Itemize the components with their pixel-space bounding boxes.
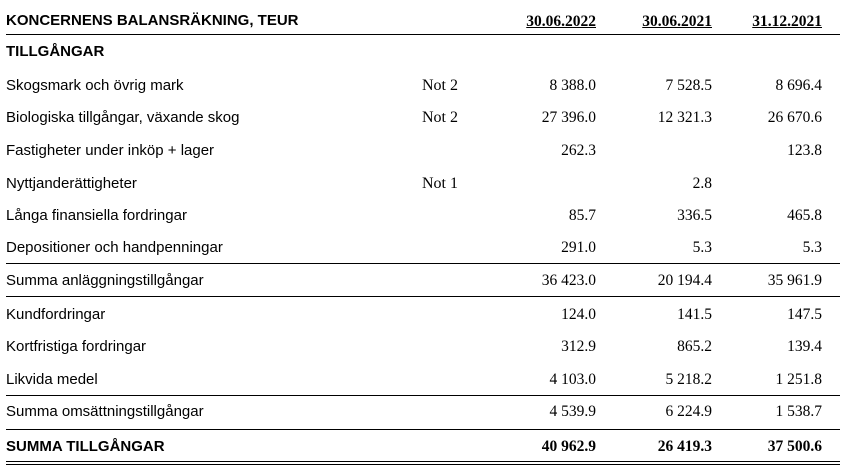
cell-value: 2.8 xyxy=(692,175,712,192)
date-header-3: 31.12.2021 xyxy=(752,13,822,30)
cell-value: 36 423.0 xyxy=(541,272,596,289)
row-label: Kundfordringar xyxy=(6,306,106,323)
cell-value: 123.8 xyxy=(787,142,822,159)
header-divider xyxy=(6,34,840,35)
table-title: KONCERNENS BALANSRÄKNING, TEUR xyxy=(6,12,299,29)
cell-value: 465.8 xyxy=(787,207,822,224)
row-label: Depositioner och handpenningar xyxy=(6,239,223,256)
cell-value: 26 419.3 xyxy=(657,438,712,455)
row-note: Not 1 xyxy=(422,175,458,192)
cell-value: 7 528.5 xyxy=(665,77,712,94)
cell-value: 336.5 xyxy=(677,207,712,224)
cell-value: 27 396.0 xyxy=(541,109,596,126)
cell-value: 262.3 xyxy=(561,142,596,159)
cell-value: 865.2 xyxy=(677,338,712,355)
cell-value: 5.3 xyxy=(802,239,822,256)
cell-value: 12 321.3 xyxy=(657,109,712,126)
row-label: Fastigheter under inköp + lager xyxy=(6,142,215,159)
cell-value: 4 539.9 xyxy=(549,403,596,420)
cell-value: 1 251.8 xyxy=(775,371,822,388)
cell-value: 312.9 xyxy=(561,338,596,355)
cell-value: 8 388.0 xyxy=(549,77,596,94)
cell-value: 37 500.6 xyxy=(767,438,822,455)
row-divider xyxy=(6,429,840,430)
cell-value: 124.0 xyxy=(561,306,596,323)
cell-value: 147.5 xyxy=(787,306,822,323)
date-header-1: 30.06.2022 xyxy=(526,13,596,30)
cell-value: 40 962.9 xyxy=(541,438,596,455)
total-divider-2 xyxy=(6,464,840,465)
row-label: Nyttjanderättigheter xyxy=(6,175,137,192)
row-divider xyxy=(6,296,840,297)
cell-value: 4 103.0 xyxy=(549,371,596,388)
cell-value: 35 961.9 xyxy=(767,272,822,289)
cell-value: 291.0 xyxy=(561,239,596,256)
section-title: TILLGÅNGAR xyxy=(6,43,105,60)
cell-value: 6 224.9 xyxy=(665,403,712,420)
row-label: Summa anläggningstillgångar xyxy=(6,272,204,289)
date-header-2: 30.06.2021 xyxy=(642,13,712,30)
cell-value: 139.4 xyxy=(787,338,822,355)
cell-value: 20 194.4 xyxy=(657,272,712,289)
row-divider xyxy=(6,263,840,264)
row-label: Likvida medel xyxy=(6,371,98,388)
row-note: Not 2 xyxy=(422,77,458,94)
cell-value: 85.7 xyxy=(568,207,596,224)
cell-value: 5.3 xyxy=(692,239,712,256)
row-label: Långa finansiella fordringar xyxy=(6,207,187,224)
row-label: Kortfristiga fordringar xyxy=(6,338,147,355)
total-divider-1 xyxy=(6,461,840,462)
row-divider xyxy=(6,395,840,396)
cell-value: 8 696.4 xyxy=(775,77,822,94)
row-label: SUMMA TILLGÅNGAR xyxy=(6,438,165,455)
cell-value: 26 670.6 xyxy=(767,109,822,126)
cell-value: 5 218.2 xyxy=(665,371,712,388)
row-label: Skogsmark och övrig mark xyxy=(6,77,184,94)
row-label: Biologiska tillgångar, växande skog xyxy=(6,109,240,126)
cell-value: 1 538.7 xyxy=(775,403,822,420)
row-note: Not 2 xyxy=(422,109,458,126)
row-label: Summa omsättningstillgångar xyxy=(6,403,204,420)
cell-value: 141.5 xyxy=(677,306,712,323)
